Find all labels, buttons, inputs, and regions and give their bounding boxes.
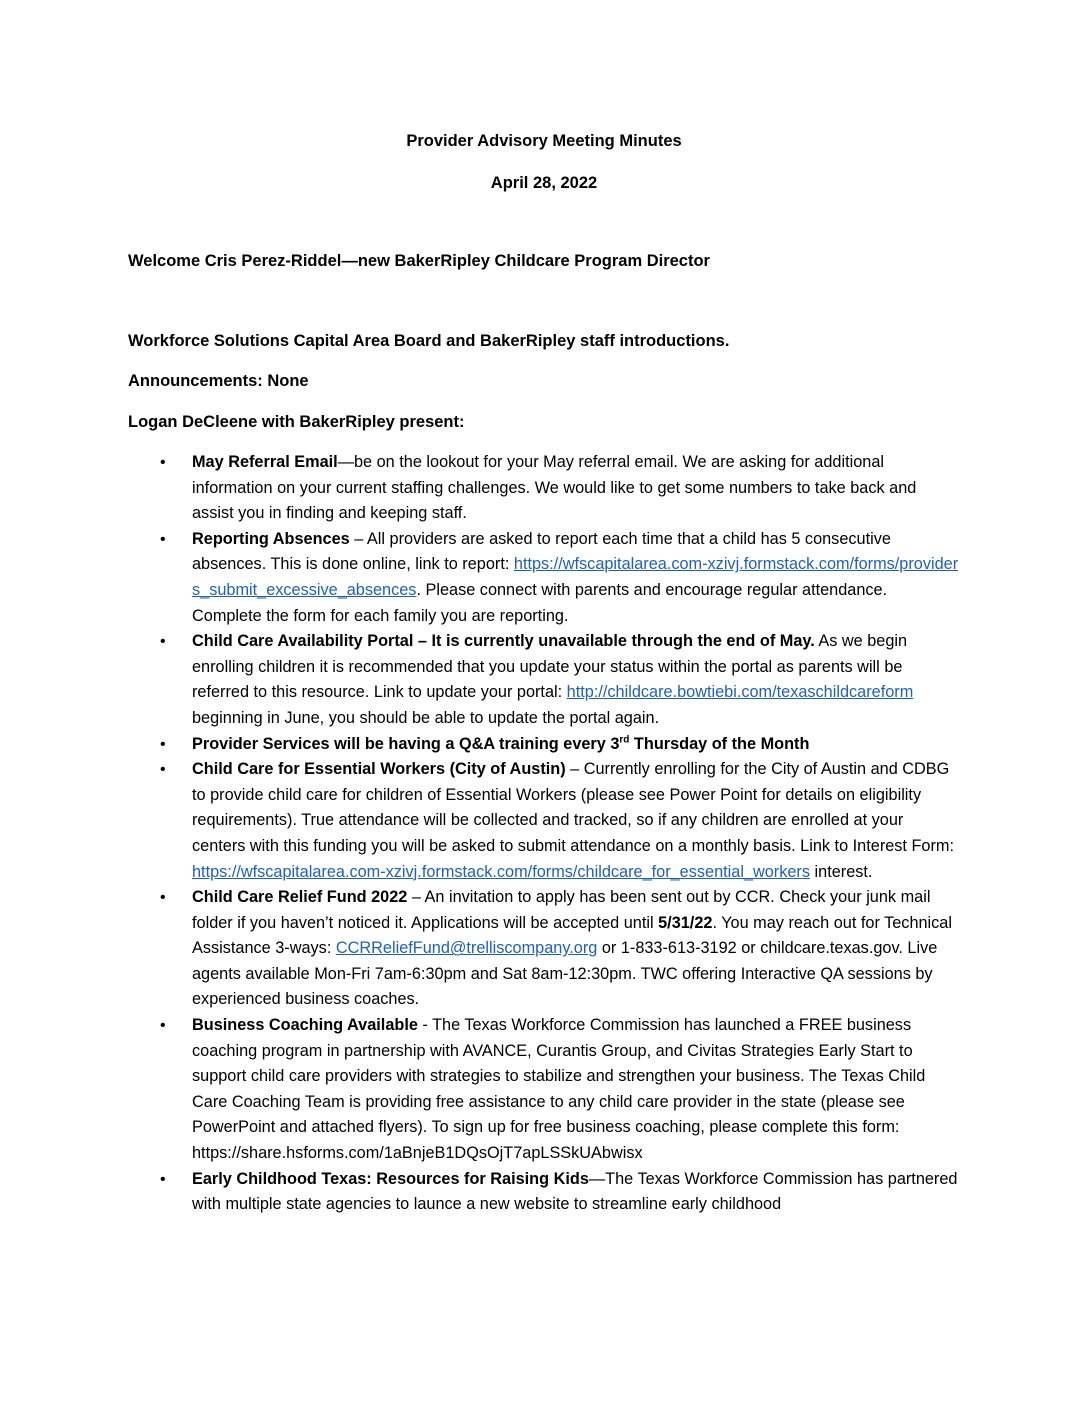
agenda-list	[150, 450, 960, 1218]
item-heading: Reporting Absences	[192, 529, 350, 548]
list-item-availability-portal	[150, 629, 960, 731]
bullet-icon: •	[160, 761, 166, 779]
item-heading: Child Care Relief Fund 2022	[192, 888, 408, 907]
list-item-business-coaching	[150, 1013, 960, 1167]
item-body: – An invitation to apply has been sent out by CCR. Check your junk mail folder if you haven’t noticed it. Applications will be accepted until	[192, 888, 931, 932]
list-item-essential-workers	[150, 757, 960, 885]
item-body: . You may reach out for Technical Assistance 3-ways:	[192, 913, 952, 958]
item-heading: Child Care for Essential Workers (City of Austin)	[192, 760, 566, 779]
item-heading: Child Care Availability Portal	[192, 632, 414, 651]
presenter-heading: Logan DeCleene with BakerRipley present:	[128, 413, 465, 431]
item-body: – Currently enrolling for the City of Austin and CDBG to provide child care for children of Essential Workers (please see Power Point for details on eligibility requirements). True attendance will be collected and tracked, so if any children are enrolled at your centers with this funding you will be asked to submit attendance on a monthly basis. Link to Interest Form:	[192, 760, 954, 855]
list-item-qa-training	[150, 732, 960, 758]
bullet-icon: •	[160, 889, 166, 907]
item-body: - The Texas Workforce Commission has launched a FREE business coaching program in partnership with AVANCE, Curantis Group, and Civitas Strategies Early Start to support child care providers with strategies to stabilize and strengthen your business. The Texas Child Care Coaching Team is providing free assistance to any child care provider in the state (please see PowerPoint and attached flyers). To sign up for free business coaching, please complete this form: https://share.hsforms.com/1aBnjeB1DQsOjT7apLSSkUAbwisx	[192, 1016, 926, 1163]
list-item-may-referral	[150, 450, 960, 527]
bullet-icon: •	[160, 530, 166, 548]
meeting-date: April 28, 2022	[490, 174, 598, 192]
list-item-reporting-absences	[150, 527, 960, 629]
bullet-icon: •	[160, 1170, 166, 1188]
list-item-relief-fund	[150, 885, 960, 1013]
introductions-heading: Workforce Solutions Capital Area Board and BakerRipley staff introductions.	[128, 332, 730, 350]
item-body: . Please connect with parents and encourage regular attendance. Complete the form for each family you are reporting.	[192, 580, 888, 625]
bullet-icon: •	[160, 1017, 166, 1035]
item-heading: May Referral Email	[192, 453, 338, 471]
portal-update-link[interactable]: http://childcare.bowtiebi.com/texaschildcareform	[566, 683, 914, 702]
item-body: interest.	[810, 862, 873, 881]
bullet-icon: •	[160, 633, 166, 651]
item-body: —be on the lookout for your May referral email. We are asking for additional information on your current staffing challenges. We would like to get some numbers to take back and assist you in finding and keeping staff.	[192, 453, 917, 523]
item-body: As we begin enrolling children it is recommended that you update your status within the portal as parents will be referred to this resource. Link to update your portal:	[192, 632, 908, 702]
document-title: Provider Advisory Meeting Minutes	[406, 132, 682, 150]
announcements-heading: Announcements: None	[128, 372, 309, 390]
item-bold-note: – It is currently unavailable through the end of May.	[413, 632, 815, 651]
item-heading: Business Coaching Available	[192, 1016, 418, 1035]
relief-fund-email-link[interactable]: CCRReliefFund@trelliscompany.org	[335, 939, 598, 958]
item-heading: Early Childhood Texas: Resources for Raising Kids	[192, 1169, 589, 1188]
ordinal-suffix: rd	[619, 734, 630, 746]
item-body: —The Texas Workforce Commission has partnered with multiple state agencies to launce a new website to streamline early childhood	[192, 1169, 958, 1214]
bullet-icon: •	[160, 735, 166, 753]
item-body: or 1-833-613-3192 or childcare.texas.gov. Live agents available Mon-Fri 7am-6:30pm and Sat 8am-12:30pm. TWC offering Interactive QA sessions by experienced business coaches.	[192, 939, 938, 1009]
list-item-early-childhood	[150, 1167, 960, 1218]
item-body: beginning in June, you should be able to update the portal again.	[192, 708, 660, 727]
item-heading: Provider Services will be having a Q&A training every 3	[192, 734, 620, 753]
welcome-heading: Welcome Cris Perez-Riddel—new BakerRipley Childcare Program Director	[128, 252, 710, 270]
absences-report-link[interactable]: https://wfscapitalarea.com-xzivj.formstack.com/forms/providers_submit_excessive_absences	[192, 555, 959, 599]
item-heading-cont: Thursday of the Month	[629, 734, 810, 753]
item-body: – All providers are asked to report each time that a child has 5 consecutive absences. This is done online, link to report:	[192, 529, 891, 574]
interest-form-link[interactable]: https://wfscapitalarea.com-xzivj.formstack.com/forms/childcare_for_essential_workers	[192, 862, 810, 881]
deadline-date: 5/31/22	[658, 913, 713, 932]
bullet-icon: •	[160, 454, 166, 471]
